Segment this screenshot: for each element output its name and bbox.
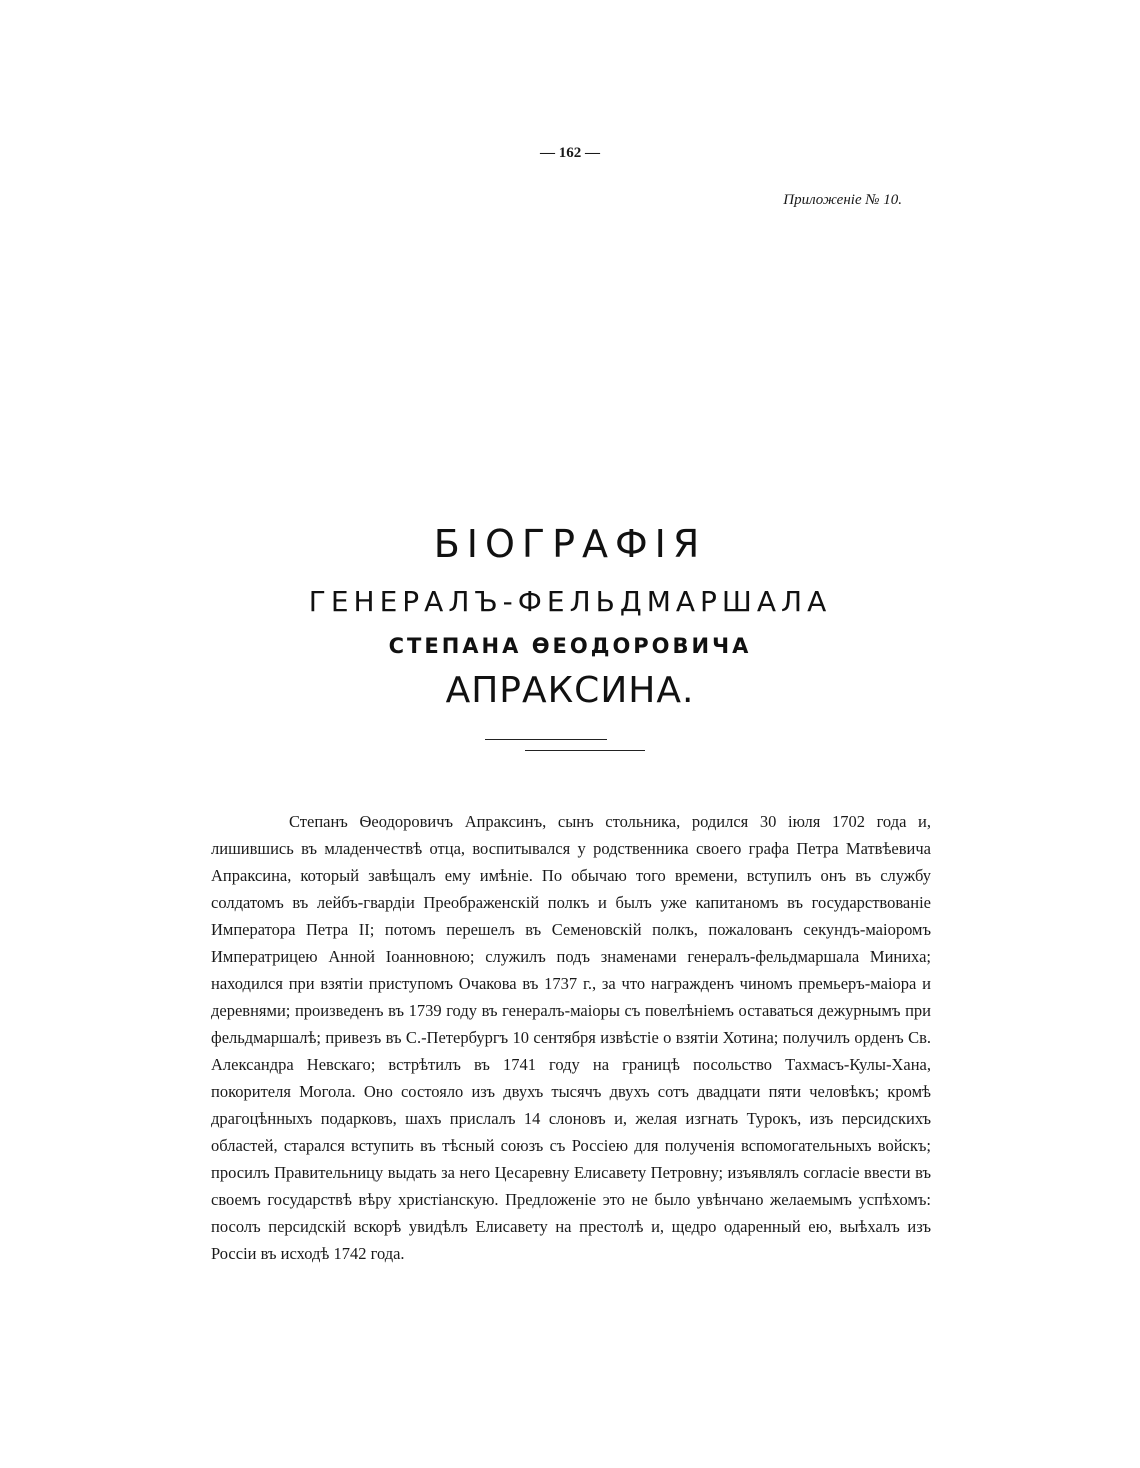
title-given-name: СТЕПАНА ѲЕОДОРОВИЧА xyxy=(388,634,752,658)
page-number: — 162 — xyxy=(540,145,600,161)
body-paragraph: Степанъ Ѳеодоровичъ Апраксинъ, сынъ стольника, родился 30 іюля 1702 года и, лишившись въ младенчествѣ отца, воспитывался у родственника своего графа Петра Матвѣевича Апраксина, который завѣщалъ ему имѣніе. По обычаю того времени, вступилъ онъ въ службу солдатомъ въ лейбъ-гвардіи Преображенскій полкъ и былъ уже капитаномъ въ государствованіе Императора Петра II; потомъ перешелъ въ Семеновскій полкъ, пожалованъ секундъ-маіоромъ Императрицею Анной Іоанновною; служилъ подъ знаменами генералъ-фельдмаршала Миниха; находился при взятіи приступомъ Очакова въ 1737 г., за что награжденъ чиномъ премьеръ-маіора и деревнями; произведенъ въ 1739 году въ генералъ-маіоры съ повелѣніемъ оставаться дежурнымъ при фельдмаршалѣ; привезъ въ С.-Петербургъ 10 сентября извѣстіе о взятіи Хотина; получилъ орденъ Св. Александра Невскаго; встрѣтилъ въ 1741 году на границѣ посольство Тахмасъ-Кулы-Хана, покорителя Могола. Оно состояло изъ двухъ тысячъ двухъ сотъ двадцати пяти человѣкъ; кромѣ драгоцѣнныхъ подарковъ, шахъ прислалъ 14 слоновъ и, желая изгнать Турокъ, изъ персидскихъ областей, старался вступить въ тѣсный союзъ съ Россіею для полученія вспомогательныхъ войскъ; просилъ Правительницу выдать за него Цесаревну Елисавету Петровну; изъявлялъ согласіе ввести въ своемъ государствѣ вѣру христіанскую. Предложеніе это не было увѣнчано желаемымъ успѣхомъ: посолъ персидскій вскорѣ увидѣлъ Елисавету на престолѣ и, щедро одаренный ею, выѣхалъ изъ Россіи въ исходѣ 1742 года. xyxy=(211,812,931,1263)
title-rank: ГЕНЕРАЛЪ-ФЕЛЬДМАРШАЛА xyxy=(308,585,832,618)
divider-rule-bottom xyxy=(525,750,645,751)
appendix-label: Приложеніе № 10. xyxy=(783,192,902,208)
title-surname: АПРАКСИНА. xyxy=(445,670,695,711)
divider-rule-top xyxy=(485,739,607,740)
title-biography: БІОГРАФІЯ xyxy=(433,522,707,566)
